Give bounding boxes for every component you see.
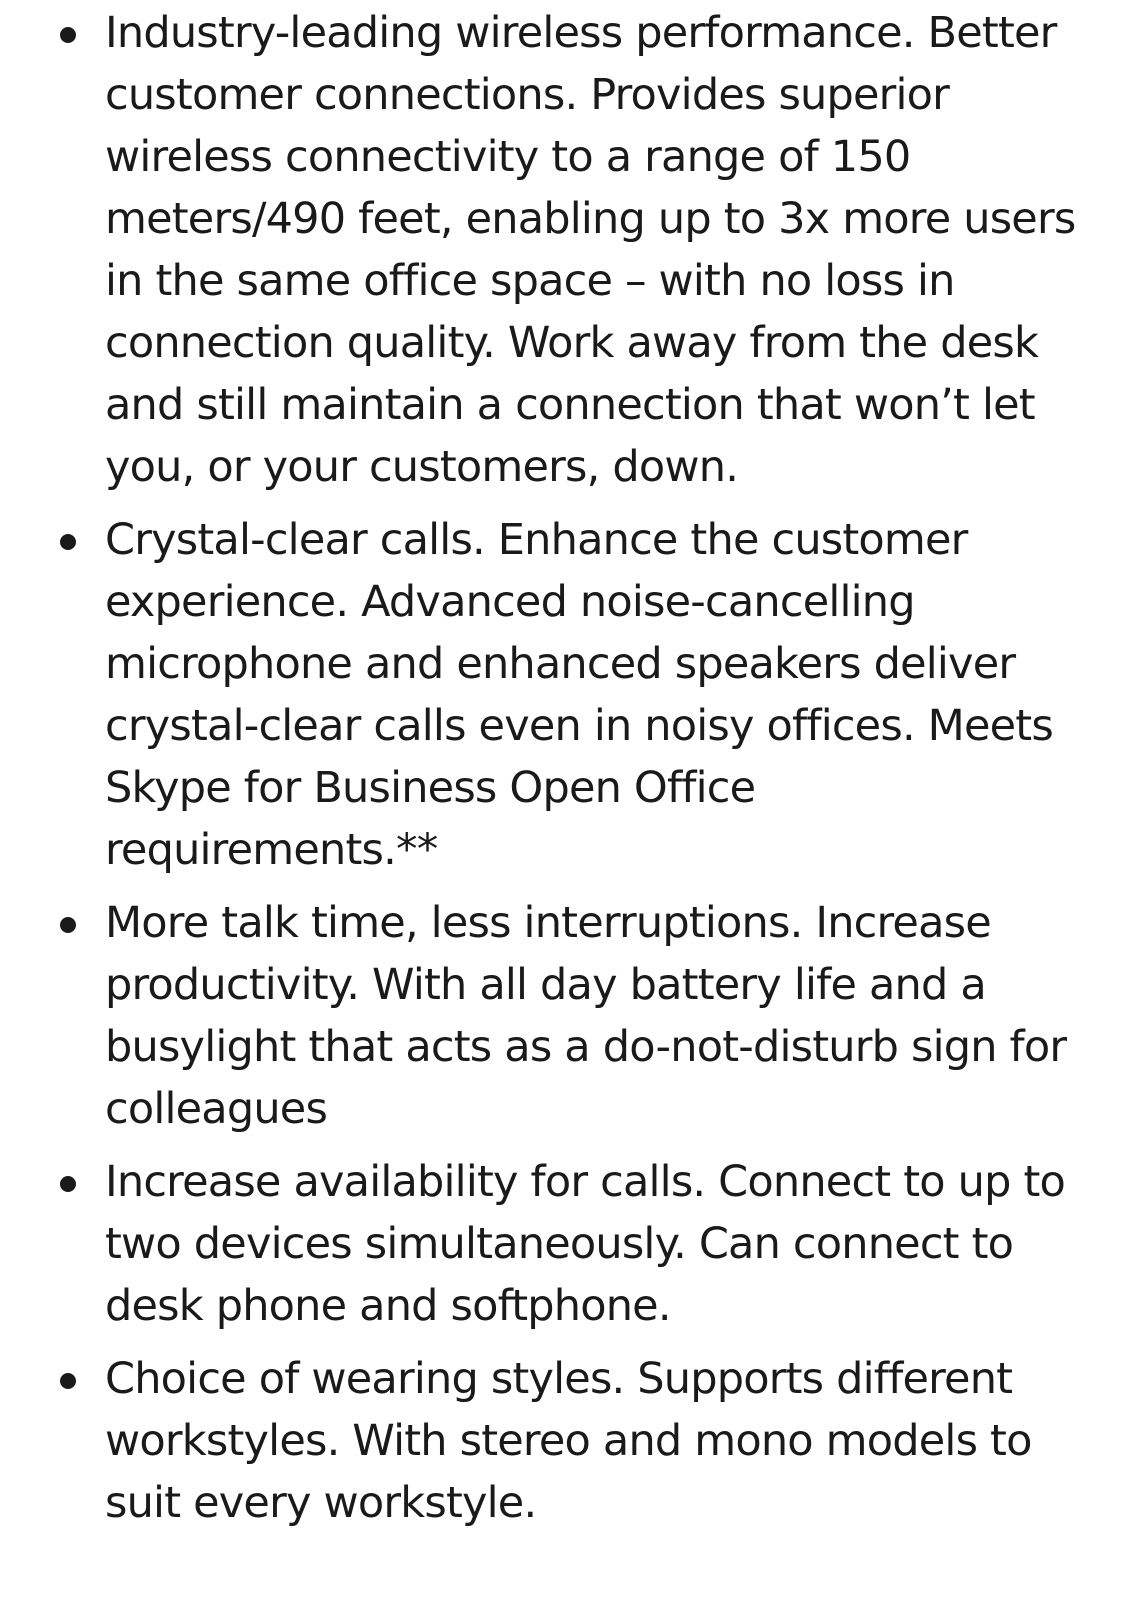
feature-wearing-styles: [0, 1348, 1136, 1534]
bullet-icon: [60, 917, 76, 933]
feature-text: Industry-leading wireless performance. Better customer connections. Provides superior wireless connectivity to a range of 150 meters/490 feet, enabling up to 3x more users in the same office space – with no loss in connection quality. Work away from the desk and still maintain a connection that won’t let you, or your customers, down.: [105, 8, 1076, 492]
bullet-icon: [60, 534, 76, 550]
feature-list: [0, 2, 1136, 1545]
feature-talk-time: [0, 892, 1136, 1140]
feature-crystal-clear-calls: [0, 509, 1136, 881]
feature-text: Increase availability for calls. Connect to up to two devices simultaneously. Can connect to desk phone and softphone.: [105, 1157, 1066, 1331]
bullet-icon: [60, 1373, 76, 1389]
feature-availability: [0, 1151, 1136, 1337]
bullet-icon: [60, 27, 76, 43]
feature-text: Choice of wearing styles. Supports different workstyles. With stereo and mono models to suit every workstyle.: [105, 1354, 1032, 1528]
bullet-icon: [60, 1176, 76, 1192]
feature-text: More talk time, less interruptions. Increase productivity. With all day battery life and a busylight that acts as a do-not-disturb sign for colleagues: [105, 898, 1067, 1134]
feature-text: Crystal-clear calls. Enhance the customer experience. Advanced noise-cancelling microphone and enhanced speakers deliver crystal-clear calls even in noisy offices. Meets Skype for Business Open Office requirements.**: [105, 515, 1053, 875]
feature-wireless-performance: [0, 2, 1136, 498]
